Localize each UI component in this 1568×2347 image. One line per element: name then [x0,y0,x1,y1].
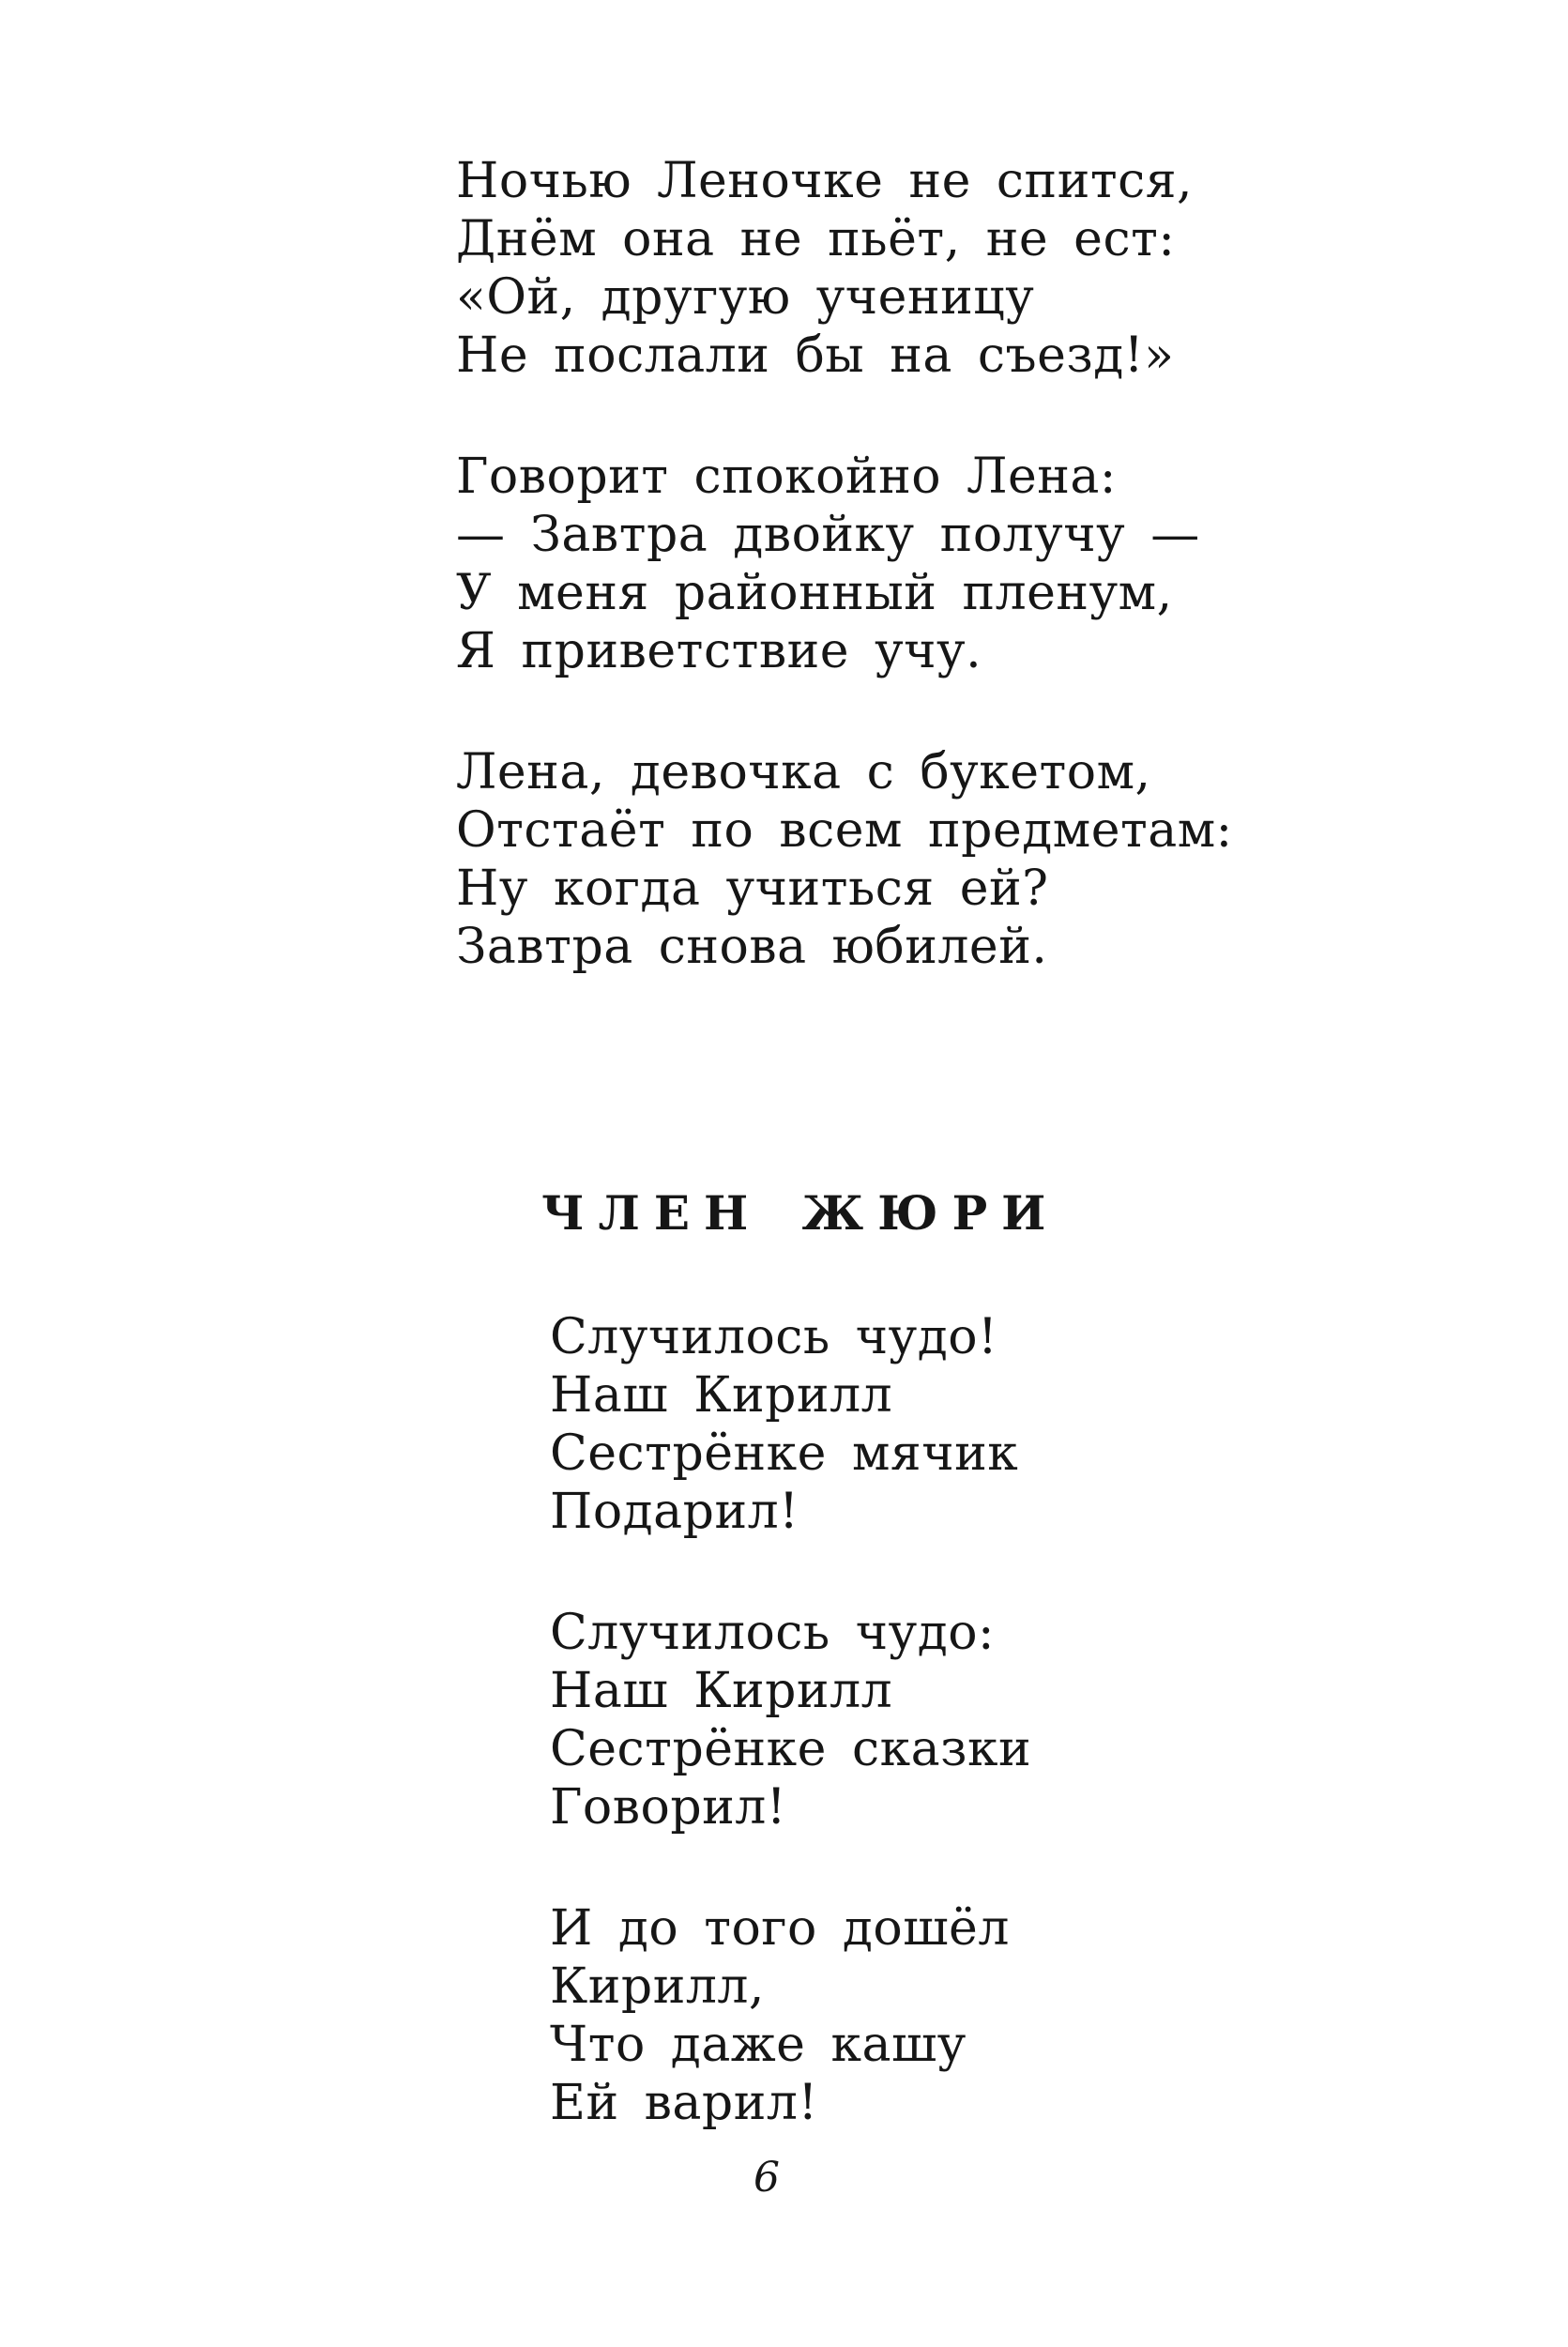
poem-line: Подарил! [550,1484,799,1540]
stanza [456,152,1233,385]
poem-line: Что даже кашу [550,2017,967,2073]
poem-line: Ночью Леночке не спится, [456,153,1194,209]
poem-line: Говорит спокойно Лена: [456,449,1117,505]
stanza [550,1899,1031,2132]
poem-line: И до того дошёл [550,1900,1010,1957]
poem-line: Лена, девочка с букетом, [456,744,1151,800]
poem-line: «Ой, другую ученицу [456,269,1035,326]
poem-line: Случилось чудо! [550,1309,998,1365]
poem-line: Наш Кирилл [550,1367,893,1424]
stanza [456,743,1233,976]
poem-line: Завтра снова юбилей. [456,919,1048,975]
poem-line: Случилось чудо: [550,1605,996,1661]
poem-line: Днём она не пьёт, не ест: [456,211,1176,267]
poem-line: Я приветствие учу. [456,623,982,679]
poem-title: ЧЛЕН ЖЮРИ [541,1185,1060,1241]
poem-line: Ну когда учиться ей? [456,861,1049,917]
page-number: 6 [754,2154,780,2202]
poem-continuation-stanzas [456,152,1233,1039]
poem-line: У меня районный пленум, [456,565,1173,621]
poem-line: Кирилл, [550,1958,765,2015]
poem-line: Наш Кирилл [550,1663,893,1719]
poem-line: Сестрёнке мячик [550,1425,1019,1482]
poem-line: — Завтра двойку получу — [456,507,1200,563]
stanza [550,1604,1031,1836]
poem-member-of-jury-stanzas [550,1308,1031,2195]
stanza [456,448,1233,680]
poem-line: Ей варил! [550,2075,818,2131]
poem-line: Сестрёнке сказки [550,1721,1032,1777]
poem-line: Не послали бы на съезд!» [456,328,1175,384]
stanza [550,1308,1031,1541]
poem-line: Говорил! [550,1779,787,1836]
poem-line: Отстаёт по всем предметам: [456,802,1233,859]
